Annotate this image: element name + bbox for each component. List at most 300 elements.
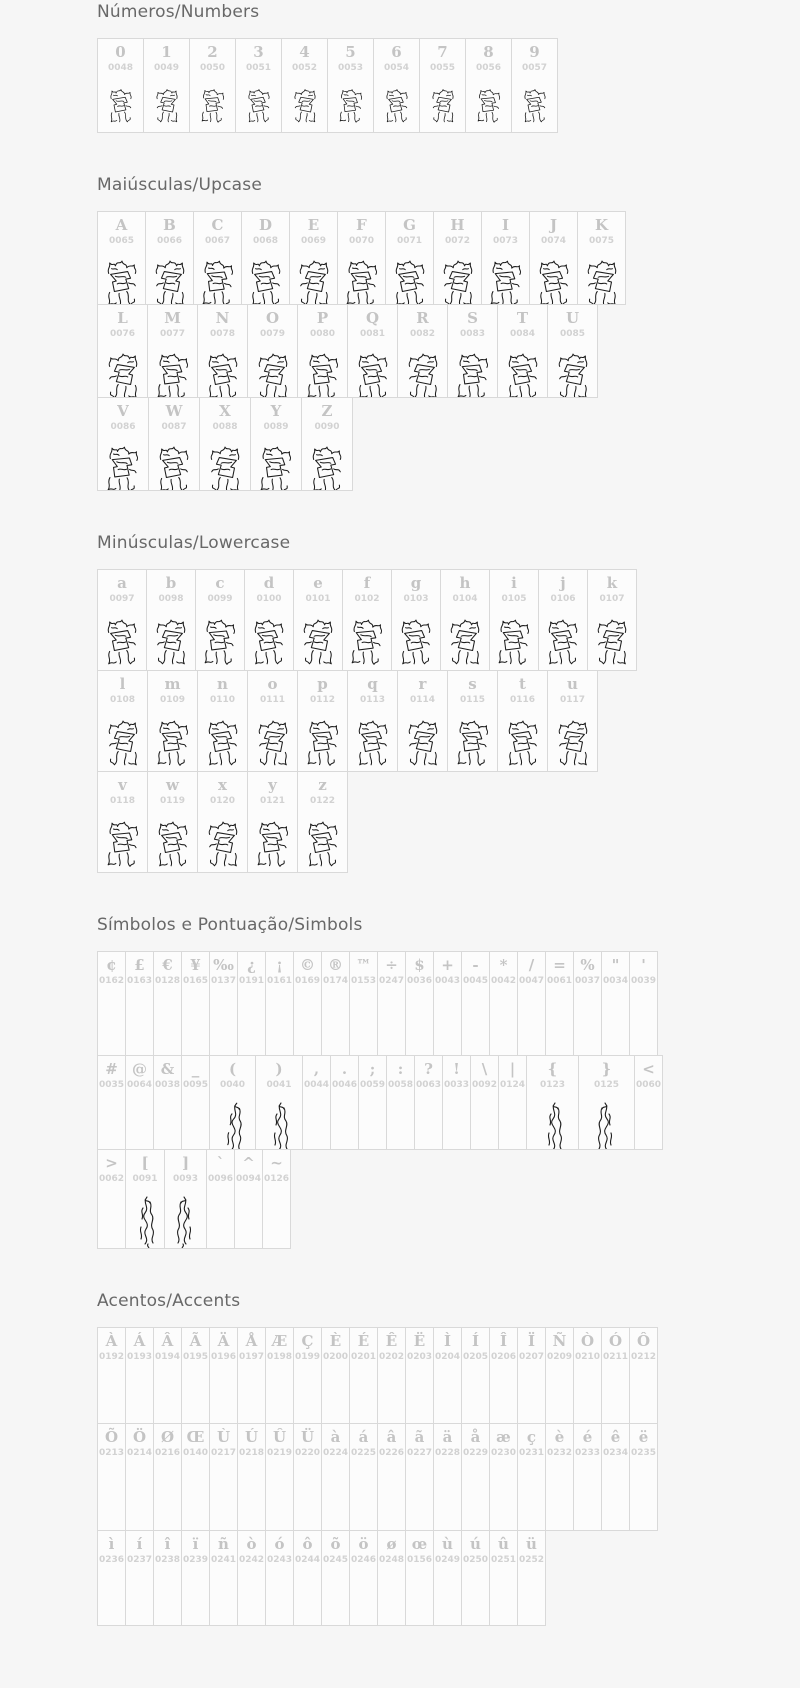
- glyph-char: Â: [161, 1332, 174, 1350]
- glyph-char: ,: [313, 1060, 320, 1078]
- glyph-cell: [199, 397, 251, 491]
- flame-letter-icon: [404, 715, 442, 769]
- glyph-code: 0092: [471, 1080, 498, 1091]
- glyph-char: x: [218, 776, 227, 794]
- glyph-cell: [489, 1530, 518, 1626]
- glyph-cell: [237, 1327, 266, 1424]
- glyph-cell: [281, 38, 328, 133]
- glyph-code: 0113: [359, 695, 386, 706]
- glyph-cell: [302, 1055, 331, 1150]
- glyph-code: 0051: [245, 63, 272, 74]
- glyph-char: £: [134, 956, 145, 974]
- glyph-cell: [629, 1423, 658, 1531]
- glyph-char: é: [582, 1428, 593, 1446]
- glyph-cell: [97, 1530, 126, 1626]
- glyph-code: 0077: [159, 329, 186, 340]
- glyph-cell: [634, 1055, 663, 1150]
- glyph-char: E: [307, 216, 320, 234]
- glyph-cell: [197, 304, 248, 398]
- glyph-char: J: [549, 216, 558, 234]
- flame-letter-icon: [151, 256, 189, 305]
- glyph-cell: [545, 1423, 574, 1531]
- glyph-char: D: [258, 216, 272, 234]
- glyph-cell: [377, 1423, 406, 1531]
- glyph-char: S: [467, 309, 478, 327]
- glyph-cell: [330, 1055, 359, 1150]
- glyph-cell: [601, 951, 630, 1056]
- glyph-char: î: [164, 1535, 171, 1553]
- glyph-cell: [517, 1423, 546, 1531]
- flame-letter-icon: [102, 441, 144, 491]
- glyph-code: 0033: [443, 1080, 470, 1091]
- glyph-row: [97, 1423, 800, 1531]
- flame-letter-icon: [485, 255, 527, 305]
- glyph-cell: [547, 670, 598, 772]
- glyph-cell: [461, 1327, 490, 1424]
- flame-letter-icon: [252, 815, 294, 872]
- glyph-code: 0047: [518, 976, 545, 987]
- glyph-char: Ò: [580, 1332, 595, 1350]
- glyph-char: m: [164, 675, 181, 693]
- glyph-code: 0101: [305, 594, 331, 605]
- glyph-cell: [573, 1327, 602, 1424]
- glyph-cell: [181, 951, 210, 1056]
- glyph-char: o: [267, 675, 278, 693]
- glyph-cell: [433, 951, 462, 1056]
- glyph-char: n: [217, 675, 228, 693]
- glyph-code: 0219: [266, 1448, 293, 1459]
- glyph-cell: [125, 1423, 154, 1531]
- glyph-code: 0071: [396, 236, 423, 247]
- glyph-char: q: [367, 675, 378, 693]
- flame-letter-icon: [429, 83, 457, 127]
- glyph-code: 0198: [266, 1352, 293, 1363]
- glyph-cell: [97, 1055, 126, 1150]
- glyph-row: [97, 1327, 800, 1424]
- glyph-char: V: [117, 402, 129, 420]
- glyph-code: 0076: [109, 329, 136, 340]
- glyph-cell: [97, 951, 126, 1056]
- glyph-cell: [209, 1055, 256, 1150]
- glyph-cell: [461, 1423, 490, 1531]
- flame-letter-icon: [152, 714, 194, 771]
- glyph-code: 0232: [546, 1448, 573, 1459]
- glyph-cell: [397, 670, 448, 772]
- flame-letter-icon: [452, 714, 494, 771]
- glyph-cell: [125, 1327, 154, 1424]
- glyph-code: 0243: [266, 1555, 293, 1566]
- glyph-cell: [293, 1423, 322, 1531]
- glyph-cell: [327, 38, 374, 133]
- glyph-code: 0239: [182, 1555, 209, 1566]
- flame-letter-icon: [291, 83, 319, 127]
- glyph-cell: [97, 1327, 126, 1424]
- glyph-code: 0078: [209, 329, 236, 340]
- glyph-cell: [193, 211, 242, 305]
- glyph-cell: [447, 670, 498, 772]
- glyph-code: 0209: [546, 1352, 573, 1363]
- glyph-cell: [517, 951, 546, 1056]
- glyph-cell: [209, 1530, 238, 1626]
- glyph-char: *: [499, 956, 508, 974]
- glyph-code: 0106: [550, 594, 576, 605]
- glyph-char: Œ: [186, 1428, 205, 1446]
- glyph-cell: [237, 1530, 266, 1626]
- glyph-char: ú: [470, 1535, 481, 1553]
- glyph-code: 0251: [490, 1555, 517, 1566]
- glyph-char: â: [386, 1428, 397, 1446]
- glyph-cell: [164, 1149, 207, 1249]
- glyph-code: 0105: [501, 594, 527, 605]
- glyph-char: ò: [246, 1535, 257, 1553]
- glyph-code: 0117: [559, 695, 586, 706]
- glyph-char: Q: [365, 309, 380, 327]
- glyph-cell: [391, 569, 441, 671]
- glyph-code: 0074: [540, 236, 567, 247]
- glyph-code: 0035: [98, 1080, 125, 1091]
- glyph-code: 0230: [490, 1448, 517, 1459]
- glyph-code: 0225: [350, 1448, 377, 1459]
- glyph-code: 0250: [462, 1555, 489, 1566]
- glyph-cell: [405, 1423, 434, 1531]
- glyph-section-uppercase: [97, 175, 800, 491]
- glyph-cell: [405, 1327, 434, 1424]
- flame-letter-icon: [197, 255, 239, 305]
- glyph-char: 1: [161, 43, 172, 61]
- glyph-cell: [442, 1055, 471, 1150]
- flame-letter-icon: [354, 349, 392, 398]
- glyph-code: 0109: [159, 695, 186, 706]
- glyph-code: 0116: [509, 695, 536, 706]
- glyph-cell: [97, 1149, 126, 1249]
- flame-letter-icon: [554, 349, 592, 398]
- glyph-code: 0245: [322, 1555, 349, 1566]
- glyph-cell: [342, 569, 392, 671]
- glyph-cell: [197, 670, 248, 772]
- glyph-char: 9: [529, 43, 540, 61]
- glyph-cell: [498, 1055, 527, 1150]
- glyph-char: ‰: [213, 956, 234, 974]
- glyph-section-accents: [97, 1291, 800, 1626]
- glyph-code: 0111: [259, 695, 286, 706]
- flame-letter-icon: [206, 442, 244, 491]
- glyph-code: 0086: [110, 422, 136, 433]
- glyph-code: 0192: [98, 1352, 125, 1363]
- glyph-cell: [419, 38, 466, 133]
- glyph-char: Æ: [271, 1332, 288, 1350]
- glyph-cell: [511, 38, 558, 133]
- glyph-cell: [517, 1327, 546, 1424]
- flame-letter-icon: [304, 816, 342, 870]
- flame-letter-icon: [154, 816, 192, 870]
- glyph-char: 6: [391, 43, 402, 61]
- glyph-code: 0238: [154, 1555, 181, 1566]
- glyph-code: 0195: [182, 1352, 209, 1363]
- glyph-cell: [377, 1530, 406, 1626]
- glyph-code: 0068: [252, 236, 279, 247]
- glyph-char: u: [567, 675, 578, 693]
- glyph-code: 0063: [415, 1080, 442, 1091]
- glyph-code: 0203: [406, 1352, 433, 1363]
- glyph-char: Ø: [160, 1428, 175, 1446]
- flame-letter-icon: [299, 614, 337, 668]
- glyph-code: 0098: [158, 594, 184, 605]
- glyph-char: Õ: [104, 1428, 119, 1446]
- glyph-cell: [265, 1423, 294, 1531]
- glyph-cell: [538, 569, 588, 671]
- glyph-cell: [358, 1055, 387, 1150]
- flame-letter-icon: [439, 256, 477, 305]
- glyph-code: 0089: [263, 422, 289, 433]
- glyph-cell: [489, 569, 539, 671]
- glyph-char: /: [528, 956, 535, 974]
- glyph-code: 0114: [409, 695, 436, 706]
- glyph-code: 0090: [314, 422, 340, 433]
- glyph-char: 5: [345, 43, 356, 61]
- flame-letter-icon: [593, 614, 631, 668]
- glyph-cell: [247, 304, 298, 398]
- glyph-cell: [481, 211, 530, 305]
- glyph-code: 0110: [209, 695, 236, 706]
- glyph-char: í: [136, 1535, 143, 1553]
- glyph-char: O: [265, 309, 280, 327]
- glyph-char: {: [547, 1060, 558, 1078]
- glyph-code: 0121: [259, 796, 286, 807]
- glyph-char: À: [105, 1332, 118, 1350]
- glyph-code: 0196: [210, 1352, 237, 1363]
- flame-letter-icon: [493, 613, 535, 670]
- glyph-char: t: [519, 675, 526, 693]
- glyph-char: 0: [115, 43, 126, 61]
- glyph-code: 0084: [509, 329, 536, 340]
- glyph-cell: [297, 304, 348, 398]
- glyph-cell: [385, 211, 434, 305]
- glyph-code: 0235: [630, 1448, 657, 1459]
- glyph-code: 0126: [263, 1174, 290, 1185]
- glyph-code: 0087: [161, 422, 187, 433]
- glyph-cell: [526, 1055, 579, 1150]
- glyph-cell: [265, 1530, 294, 1626]
- glyph-cell: [125, 1530, 154, 1626]
- glyph-cell: [250, 397, 302, 491]
- section-title: Acentos/Accents: [97, 1291, 241, 1311]
- glyph-code: 0201: [350, 1352, 377, 1363]
- glyph-cell: [629, 951, 658, 1056]
- glyph-char: ©: [300, 956, 315, 974]
- glyph-cell: [265, 951, 294, 1056]
- glyph-char: ù: [442, 1535, 453, 1553]
- glyph-cell: [97, 569, 147, 671]
- glyph-cell: [143, 38, 190, 133]
- glyph-cell: [147, 670, 198, 772]
- glyph-char: G: [403, 216, 416, 234]
- glyph-char: Î: [499, 1332, 508, 1350]
- glyph-code: 0123: [539, 1080, 566, 1091]
- glyph-char: h: [459, 574, 471, 592]
- flame-letter-icon: [446, 614, 484, 668]
- glyph-char: a: [117, 574, 127, 592]
- glyph-char: $: [414, 956, 425, 974]
- glyph-cell: [573, 1423, 602, 1531]
- glyph-row: [97, 951, 800, 1056]
- glyph-row: [97, 771, 800, 873]
- glyph-char: ë: [638, 1428, 649, 1446]
- glyph-char: É: [357, 1332, 370, 1350]
- glyph-code: 0169: [294, 976, 321, 987]
- glyph-cell: [195, 569, 245, 671]
- glyph-code: 0069: [300, 236, 327, 247]
- glyph-code: 0124: [499, 1080, 526, 1091]
- glyph-cell: [349, 951, 378, 1056]
- glyph-cell: [321, 951, 350, 1056]
- glyph-char: ): [275, 1060, 283, 1078]
- glyph-cell: [465, 38, 512, 133]
- glyph-cell: [470, 1055, 499, 1150]
- glyph-cell: [405, 951, 434, 1056]
- flame-letter-icon: [204, 715, 242, 769]
- glyph-char: Å: [245, 1332, 258, 1350]
- glyph-code: 0094: [235, 1174, 262, 1185]
- glyph-char: Ç: [301, 1332, 314, 1350]
- glyph-code: 0057: [521, 63, 548, 74]
- glyph-code: 0097: [109, 594, 135, 605]
- glyph-char: B: [163, 216, 176, 234]
- glyph-code: 0161: [266, 976, 293, 987]
- glyph-code: 0228: [434, 1448, 461, 1459]
- glyph-cell: [97, 397, 149, 491]
- glyph-char: @: [132, 1060, 147, 1078]
- glyph-char: b: [165, 574, 177, 592]
- glyph-char: Û: [272, 1428, 287, 1446]
- glyph-char: ": [611, 956, 620, 974]
- glyph-char: Ö: [132, 1428, 147, 1446]
- glyph-code: 0207: [518, 1352, 545, 1363]
- glyph-char: -: [472, 956, 479, 974]
- glyph-code: 0096: [207, 1174, 234, 1185]
- flame-letter-icon: [152, 348, 194, 398]
- glyph-code: 0247: [378, 976, 405, 987]
- glyph-char: l: [119, 675, 126, 693]
- glyph-char: }: [601, 1060, 612, 1078]
- glyph-code: 0218: [238, 1448, 265, 1459]
- glyph-code: 0119: [159, 796, 186, 807]
- glyph-char: g: [410, 574, 422, 592]
- glyph-code: 0075: [588, 236, 615, 247]
- glyph-char: \: [481, 1060, 488, 1078]
- glyph-code: 0048: [107, 63, 134, 74]
- glyph-char: .: [341, 1060, 348, 1078]
- glyph-code: 0079: [259, 329, 286, 340]
- glyph-char: |: [509, 1060, 516, 1078]
- glyph-cell: [197, 771, 248, 873]
- glyph-char: å: [470, 1428, 481, 1446]
- glyph-code: 0055: [429, 63, 456, 74]
- glyph-char: ®: [328, 956, 343, 974]
- glyph-char: Ì: [443, 1332, 452, 1350]
- glyph-section-numbers: [97, 2, 800, 133]
- flame-letter-icon: [404, 349, 442, 398]
- glyph-code: 0128: [154, 976, 181, 987]
- glyph-code: 0095: [182, 1080, 209, 1091]
- flame-letter-icon: [504, 715, 542, 769]
- glyph-char: à: [330, 1428, 341, 1446]
- glyph-char: ¡: [276, 956, 283, 974]
- glyph-cell: [489, 951, 518, 1056]
- glyph-code: 0252: [518, 1555, 545, 1566]
- glyph-char: ': [641, 956, 646, 974]
- glyph-code: 0058: [387, 1080, 414, 1091]
- glyph-code: 0039: [630, 976, 657, 987]
- glyph-cell: [347, 304, 398, 398]
- glyph-char: >: [105, 1154, 118, 1172]
- glyph-char: Ã: [189, 1332, 202, 1350]
- glyph-code: 0043: [434, 976, 461, 987]
- glyph-cell: [97, 670, 148, 772]
- glyph-cell: [601, 1423, 630, 1531]
- glyph-char: ]: [181, 1154, 190, 1172]
- glyph-cell: [497, 304, 548, 398]
- glyph-code: 0163: [126, 976, 153, 987]
- glyph-char: C: [211, 216, 224, 234]
- glyph-char: ?: [424, 1060, 433, 1078]
- glyph-row: [97, 304, 800, 398]
- glyph-code: 0091: [132, 1174, 158, 1185]
- glyph-cell: [573, 951, 602, 1056]
- glyph-cell: [517, 1530, 546, 1626]
- glyph-cell: [125, 951, 154, 1056]
- glyph-code: 0066: [156, 236, 183, 247]
- glyph-code: 0162: [98, 976, 125, 987]
- glyph-code: 0083: [459, 329, 486, 340]
- glyph-cell: [235, 38, 282, 133]
- glyph-cell: [321, 1423, 350, 1531]
- glyph-cell: [577, 211, 626, 305]
- glyph-char: c: [215, 574, 225, 592]
- glyph-char: j: [560, 574, 566, 592]
- glyph-cell: [347, 670, 398, 772]
- glyph-code: 0174: [322, 976, 349, 987]
- glyph-code: 0099: [207, 594, 233, 605]
- glyph-cell: [293, 569, 343, 671]
- glyph-char: e: [313, 574, 323, 592]
- glyph-cell: [377, 1327, 406, 1424]
- glyph-code: 0213: [98, 1448, 125, 1459]
- flame-letter-icon: [204, 816, 242, 870]
- glyph-char: U: [565, 309, 580, 327]
- glyph-code: 0248: [378, 1555, 405, 1566]
- glyph-char: ï: [192, 1535, 199, 1553]
- flame-letter-icon: [302, 348, 344, 398]
- glyph-code: 0054: [383, 63, 410, 74]
- glyph-char: ¥: [190, 956, 201, 974]
- glyph-code: 0065: [108, 236, 135, 247]
- glyph-section-symbols: [97, 915, 800, 1249]
- glyph-cell: [206, 1149, 235, 1249]
- glyph-cell: [153, 1327, 182, 1424]
- glyph-char: ¢: [106, 956, 117, 974]
- flame-letter-icon: [504, 349, 542, 398]
- glyph-char: d: [263, 574, 275, 592]
- glyph-char: ™: [356, 956, 371, 974]
- glyph-code: 0104: [452, 594, 478, 605]
- glyph-cell: [386, 1055, 415, 1150]
- flame-scribble-icon: [268, 1100, 290, 1150]
- glyph-cell: [297, 771, 348, 873]
- glyph-char: á: [358, 1428, 369, 1446]
- glyph-code: 0044: [303, 1080, 330, 1091]
- glyph-char: A: [115, 216, 128, 234]
- glyph-char: ç: [526, 1428, 537, 1446]
